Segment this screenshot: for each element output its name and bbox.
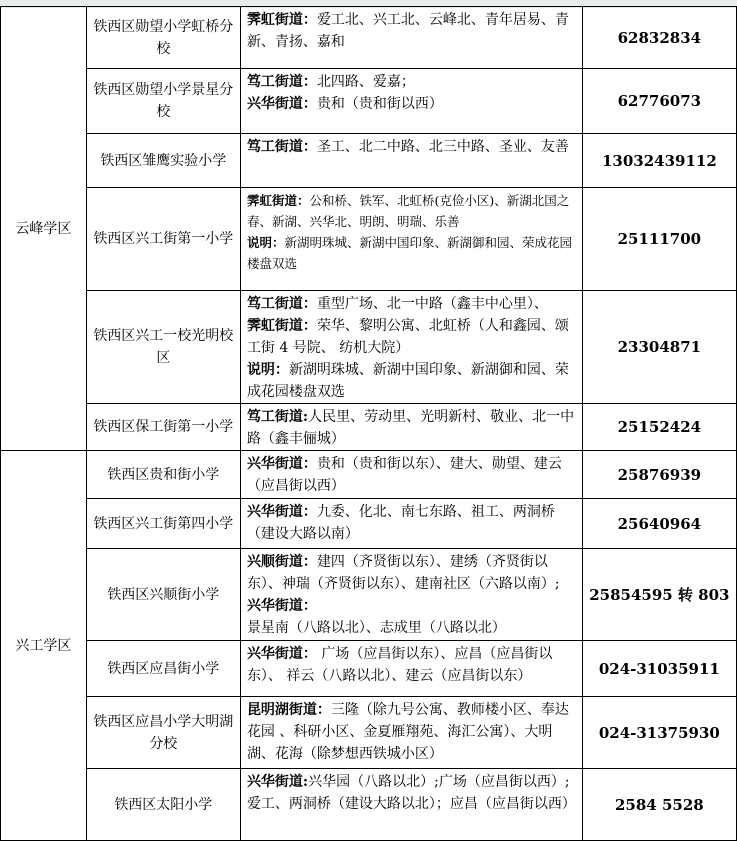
school-name: 铁西区勋望小学虹桥分校: [86, 7, 240, 69]
street-label: 笃工街道：: [246, 74, 317, 90]
table-row: [1, 134, 737, 188]
area-line: [247, 293, 576, 315]
table-row: [1, 291, 737, 404]
area-text: 新湖明珠城、新湖中国印象、新湖御和园、荣成花园楼盘双选: [246, 362, 569, 400]
street-label: 霁虹街道：: [246, 193, 310, 208]
enrollment-area: [240, 404, 582, 451]
enrollment-area: [240, 69, 582, 134]
school-name: 铁西区太阳小学: [86, 769, 240, 841]
area-line: [247, 190, 576, 232]
area-text: 景星南（八路以北）、志成里（八路以北）: [246, 620, 506, 636]
phone-number: 62832834: [582, 7, 736, 69]
school-name: 铁西区兴工街第四小学: [86, 499, 240, 549]
school-name: 铁西区兴工街第一小学: [86, 188, 240, 291]
street-label: 笃工街道：: [246, 296, 317, 312]
district-name: 兴工学区: [1, 451, 87, 841]
enrollment-area: [240, 188, 582, 291]
phone-number: 25152424: [582, 404, 736, 451]
area-line: [247, 643, 576, 687]
street-label: 笃工街道:: [246, 409, 309, 425]
area-line: [247, 771, 576, 815]
area-text: 九委、化北、南七东路、祖工、两洞桥（建设大路以南）: [246, 504, 555, 542]
area-text: 重型广场、北一中路（鑫丰中心里）、: [316, 296, 548, 312]
school-name: 铁西区勋望小学景星分校: [86, 69, 240, 134]
phone-number: 024-31375930: [582, 697, 736, 769]
school-name: 铁西区雏鹰实验小学: [86, 134, 240, 188]
enrollment-area: [240, 549, 582, 641]
area-line: [247, 9, 576, 53]
area-line: [247, 551, 576, 595]
area-text: 公和桥、铁军、北虹桥(克俭小区)、新湖北国之春、新湖、兴华北、明朗、明瑞、乐善: [246, 193, 570, 229]
area-text: 爱工北、兴工北、云峰北、青年居易、青新、青扬、嘉和: [246, 12, 569, 50]
area-line: [247, 501, 576, 545]
school-name: 铁西区应昌小学大明湖分校: [86, 697, 240, 769]
table-row: [1, 499, 737, 549]
area-text: 贵和（贵和街以西）: [316, 96, 443, 112]
phone-number: 024-31035911: [582, 641, 736, 697]
street-label: 兴华街道：: [246, 504, 317, 520]
school-name: 铁西区贵和街小学: [86, 451, 240, 499]
enrollment-area: [240, 134, 582, 188]
enrollment-area: [240, 291, 582, 404]
area-line: [247, 359, 576, 403]
street-label: 兴华街道:: [246, 774, 309, 790]
table-row: [1, 188, 737, 291]
district-name: 云峰学区: [1, 7, 87, 451]
area-line: [247, 93, 576, 115]
street-label: 兴华街道：: [246, 96, 317, 112]
area-line: [247, 453, 576, 497]
area-text: 三隆（除九号公寓、教师楼小区、奉达花园 、科研小区、金夏雁翔苑、海汇公寓）、大明湖、花海（除梦想西铁城小区）: [246, 702, 569, 762]
table-row: [1, 69, 737, 134]
table-row: [1, 404, 737, 451]
enrollment-area: [240, 697, 582, 769]
area-text: 圣工、北二中路、北三中路、圣业、友善: [316, 139, 569, 155]
area-line: [247, 315, 576, 359]
area-text: 兴华园（八路以北）;广场（应昌街以西）;爱工、两洞桥（建设大路以北）；应昌（应昌街以西）: [246, 774, 576, 812]
table-row: [1, 697, 737, 769]
phone-number: 23304871: [582, 291, 736, 404]
area-text: 人民里、劳动里、光明新村、敬业、北一中路（鑫丰俪城）: [246, 409, 575, 447]
table-row: [1, 7, 737, 69]
area-line: [247, 232, 576, 274]
school-name: 铁西区兴工一校光明校区: [86, 291, 240, 404]
street-label: 兴顺街道：: [246, 554, 317, 570]
street-label: 霁虹街道：: [246, 12, 317, 28]
street-label: 说明：: [246, 235, 285, 250]
street-label: 兴华街道：: [246, 646, 317, 662]
area-text: 贵和（贵和街以东）、建大、勋望、建云（应昌街以西）: [246, 456, 562, 494]
area-text: 北四路、爱嘉；: [316, 74, 415, 90]
school-name: 铁西区应昌街小学: [86, 641, 240, 697]
phone-number: 25640964: [582, 499, 736, 549]
school-name: 铁西区保工街第一小学: [86, 404, 240, 451]
area-text: 荣华、黎明公寓、北虹桥（人和鑫园、颂工街 4 号院、 纺机大院）: [246, 318, 569, 356]
phone-number: 2584 5528: [582, 769, 736, 841]
phone-number: 25111700: [582, 188, 736, 291]
area-text: 建四（齐贤街以东）、建绣（齐贤街以东）、神瑞（齐贤街以东）、建南社区（六路以南）;: [246, 554, 560, 592]
table-row: [1, 549, 737, 641]
enrollment-area: [240, 641, 582, 697]
enrollment-area: [240, 451, 582, 499]
enrollment-area: [240, 499, 582, 549]
street-label: 昆明湖街道：: [246, 702, 331, 718]
street-label: 兴华街道：: [246, 456, 317, 472]
area-line: [247, 595, 576, 639]
area-line: [247, 699, 576, 765]
area-text: 广场（应昌街以东）、应昌（应昌街以东）、 祥云（八路以北）、建云（应昌街以东）: [246, 646, 553, 684]
enrollment-area: [240, 769, 582, 841]
phone-number: 25854595 转 803: [582, 549, 736, 641]
phone-number: 13032439112: [582, 134, 736, 188]
street-label: 兴华街道：: [246, 598, 317, 614]
phone-number: 62776073: [582, 69, 736, 134]
table-row: [1, 451, 737, 499]
street-label: 笃工街道：: [246, 139, 317, 155]
table-row: [1, 769, 737, 841]
table-row: [1, 641, 737, 697]
area-line: [247, 71, 576, 93]
phone-number: 25876939: [582, 451, 736, 499]
school-name: 铁西区兴顺街小学: [86, 549, 240, 641]
street-label: 说明：: [246, 362, 289, 378]
area-line: [247, 136, 576, 158]
school-district-table: [0, 6, 737, 841]
street-label: 霁虹街道：: [246, 318, 317, 334]
area-line: [247, 406, 576, 450]
area-text: 新湖明珠城、新湖中国印象、新湖御和园、荣成花园楼盘双选: [246, 235, 572, 271]
enrollment-area: [240, 7, 582, 69]
